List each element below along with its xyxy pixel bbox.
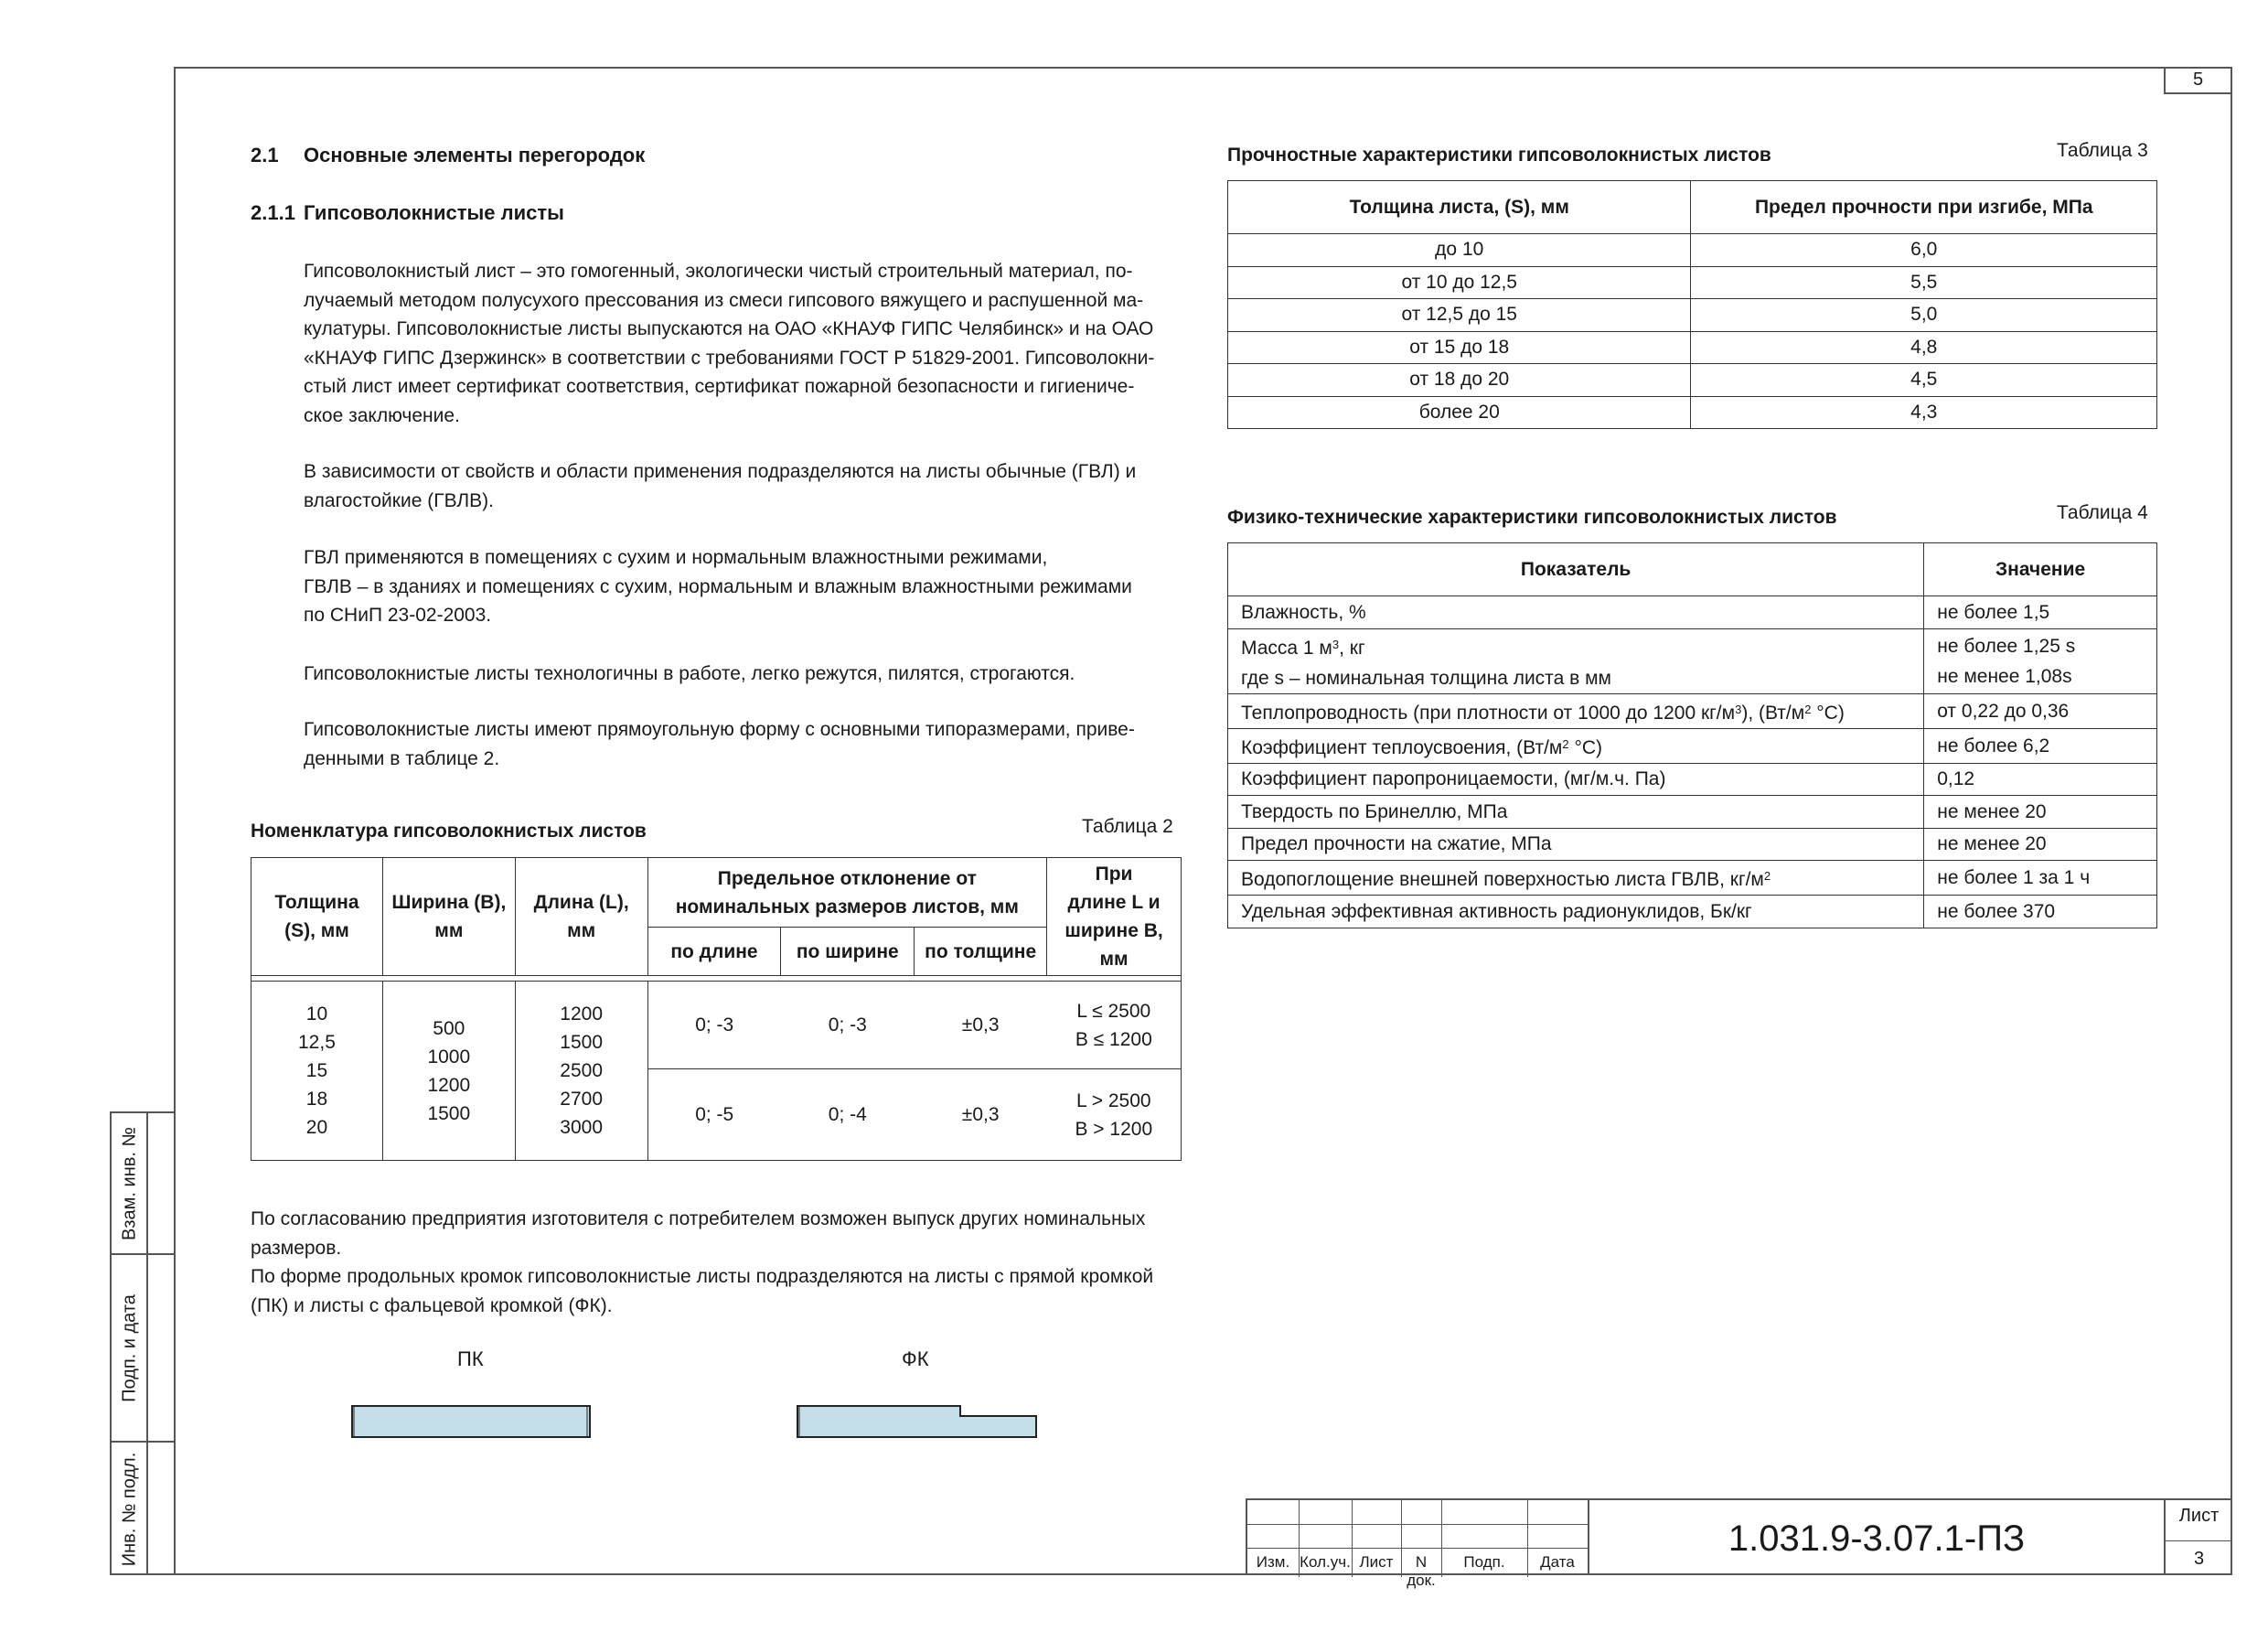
table-row: от 10 до 12,5 5,5 <box>1228 266 2157 299</box>
t2-header-dev-length: по длине <box>647 928 781 976</box>
t2-row1-dev-width: 0; -3 <box>781 982 915 1069</box>
table4-number: Таблица 4 <box>2057 502 2148 523</box>
tb-sheet-number: 3 <box>2166 1540 2232 1576</box>
tb-label-sheet: Лист <box>1359 1553 1394 1571</box>
profile-label-pk: ПК <box>457 1347 484 1370</box>
t2-cell-lengths: 1200 1500 2500 2700 3000 <box>515 982 647 1161</box>
table-row: до 10 6,0 <box>1228 234 2157 267</box>
table-row: Твердость по Бринеллю, МПа не менее 20 <box>1228 796 2157 829</box>
table3-number: Таблица 3 <box>2057 140 2148 161</box>
page-number-top: 5 <box>2164 67 2232 94</box>
table-row: Водопоглощение внешней поверхностью листа ГВЛВ, $кг/м^2$ не более 1 за 1 ч <box>1228 861 2157 896</box>
paragraph-types: В зависимости от свойств и области применения подразделяются на листы обычные (ГВЛ) и влагостойкие (ГВЛВ). <box>304 461 1137 511</box>
document-code: 1.031.9-3.07.1-ПЗ <box>1588 1498 2164 1575</box>
edge-profiles-drawing <box>348 1400 1052 1454</box>
side-cell-replacement <box>112 1113 174 1255</box>
side-label-inventory: Инв. № подл. <box>119 1452 140 1566</box>
table-row: Коэффициент теплоусвоения, ($Вт/м^2$ °С) не более 6,2 <box>1228 728 2157 763</box>
t2-row2-dev-length: 0; -5 <box>647 1069 781 1161</box>
side-label-replacement: Взам. инв. № <box>119 1126 140 1240</box>
t2-row2-condition: L > 2500 B > 1200 <box>1047 1069 1182 1161</box>
subsection-number: 2.1.1 <box>251 201 295 224</box>
section-number: 2.1 <box>251 144 279 166</box>
side-stamp <box>110 1111 174 1575</box>
tb-label-change: Изм. <box>1256 1553 1290 1571</box>
profile-fk-shape <box>797 1406 1036 1437</box>
table2-number: Таблица 2 <box>1082 816 1173 837</box>
table-nomenclature <box>251 857 1182 1161</box>
t2-header-width: Ширина (B), мм <box>382 858 515 976</box>
tb-label-sign: Подп. <box>1463 1553 1505 1571</box>
t2-header-dev-thickness: по толщине <box>915 928 1047 976</box>
table-row: более 20 4,3 <box>1228 396 2157 429</box>
table-row: Предел прочности на сжатие, МПа не менее 20 <box>1228 828 2157 861</box>
profile-pk-shape <box>352 1406 590 1437</box>
t2-row1-condition: L ≤ 2500 B ≤ 1200 <box>1047 982 1182 1069</box>
title-block <box>1246 1498 2232 1589</box>
title-block-revision-grid <box>1246 1498 1588 1589</box>
table-row: Удельная эффективная активность радионуклидов, Бк/кг не более 370 <box>1228 896 2157 928</box>
t2-cell-thicknesses: 10 12,5 15 18 20 <box>251 982 383 1161</box>
t2-cell-widths: 500 1000 1200 1500 <box>382 982 515 1161</box>
table-strength <box>1227 180 2157 429</box>
table3-caption: Прочностные характеристики гипсоволокнистых листов <box>1227 145 1771 166</box>
paragraph-workability: Гипсоволокнистые листы технологичны в работе, легко режутся, пилятся, строгаются. <box>304 663 1075 684</box>
t2-header-length: Длина (L), мм <box>515 858 647 976</box>
table-row: от 12,5 до 15 5,0 <box>1228 299 2157 332</box>
profile-label-fk: ФК <box>902 1347 929 1370</box>
t2-header-deviation: Предельное отклонение от номинальных размеров листов, мм <box>647 858 1047 928</box>
t4-header-parameter: Показатель <box>1228 543 1924 596</box>
side-cell-inventory <box>112 1443 174 1575</box>
side-label-signature: Подп. и дата <box>119 1293 140 1402</box>
table-row: Теплопроводность (при плотности от 1000 до 1200 $кг/м^3$), ($Вт/м^2$ °С) от 0,22 до 0,36 <box>1228 693 2157 728</box>
title-block-sheet <box>2164 1498 2232 1575</box>
tb-label-date: Дата <box>1540 1553 1575 1571</box>
t2-row2-dev-width: 0; -4 <box>781 1069 915 1161</box>
paragraph-definition: Гипсоволокнистый лист – это гомогенный, экологически чистый строительный материал, по- лучаемый методом полусухого прессования из смеси гипсового вяжущего и распушенной ма- кулатуры. Гипсоволокнистые листы выпускаются на ОАО «КНАУФ ГИПС Челябинск» и на ОАО «КНАУФ ГИПС Дзержинск» в соответствии с требованиями ГОСТ Р 51829-2001. Гипсоволокни- стый лист имеет сертификат соответствия, сертификат пожарной безопасности и гигиениче- ское заключение. <box>304 261 1155 426</box>
tb-label-count: Кол.уч. <box>1300 1553 1351 1571</box>
t2-row1-dev-length: 0; -3 <box>647 982 781 1069</box>
tb-label-doc: N док. <box>1407 1553 1436 1589</box>
table-row: Масса 1 $м^3$, кг где s – номинальная толщина листа в мм не более 1,25 s не менее 1,08s <box>1228 628 2157 693</box>
side-cell-signature <box>112 1255 174 1443</box>
table-physical <box>1227 542 2157 928</box>
paragraph-usage: ГВЛ применяются в помещениях с сухим и нормальным влажностными режимами, ГВЛВ – в зданиях и помещениях с сухим, нормальным и влажным влажностными режимами по СНиП 23-02-2003. <box>304 547 1132 626</box>
tb-sheet-label: Лист <box>2178 1506 2220 1526</box>
table2-caption: Номенклатура гипсоволокнистых листов <box>251 821 647 842</box>
t2-row2-dev-thickness: ±0,3 <box>915 1069 1047 1161</box>
subsection-title: Гипсоволокнистые листы <box>304 201 564 224</box>
section-title: Основные элементы перегородок <box>304 144 646 166</box>
t2-header-condition: При длине L и ширине B, мм <box>1047 858 1182 976</box>
table-row: Коэффициент паропроницаемости, (мг/м.ч. Па) 0,12 <box>1228 763 2157 796</box>
paragraph-edges: По согласованию предприятия изготовителя с потребителем возможен выпуск других номинальных размеров. По форме продольных кромок гипсоволокнистые листы подразделяются на листы с прямой кромкой (ПК) и листы с фальцевой кромкой (ФК). <box>251 1208 1154 1316</box>
paragraph-shape: Гипсоволокнистые листы имеют прямоугольную форму с основными типоразмерами, приве- денными в таблице 2. <box>304 719 1135 769</box>
t3-header-thickness: Толщина листа, (S), мм <box>1228 181 1691 234</box>
t2-row1-dev-thickness: ±0,3 <box>915 982 1047 1069</box>
t2-header-dev-width: по ширине <box>781 928 915 976</box>
table-row: от 18 до 20 4,5 <box>1228 364 2157 397</box>
table-row: от 15 до 18 4,8 <box>1228 331 2157 364</box>
t2-header-thickness: Толщина (S), мм <box>251 858 383 976</box>
t3-header-strength: Предел прочности при изгибе, МПа <box>1691 181 2157 234</box>
table4-caption: Физико-технические характеристики гипсоволокнистых листов <box>1227 507 1837 528</box>
table-row: Влажность, % не более 1,5 <box>1228 596 2157 629</box>
t4-header-value: Значение <box>1924 543 2157 596</box>
